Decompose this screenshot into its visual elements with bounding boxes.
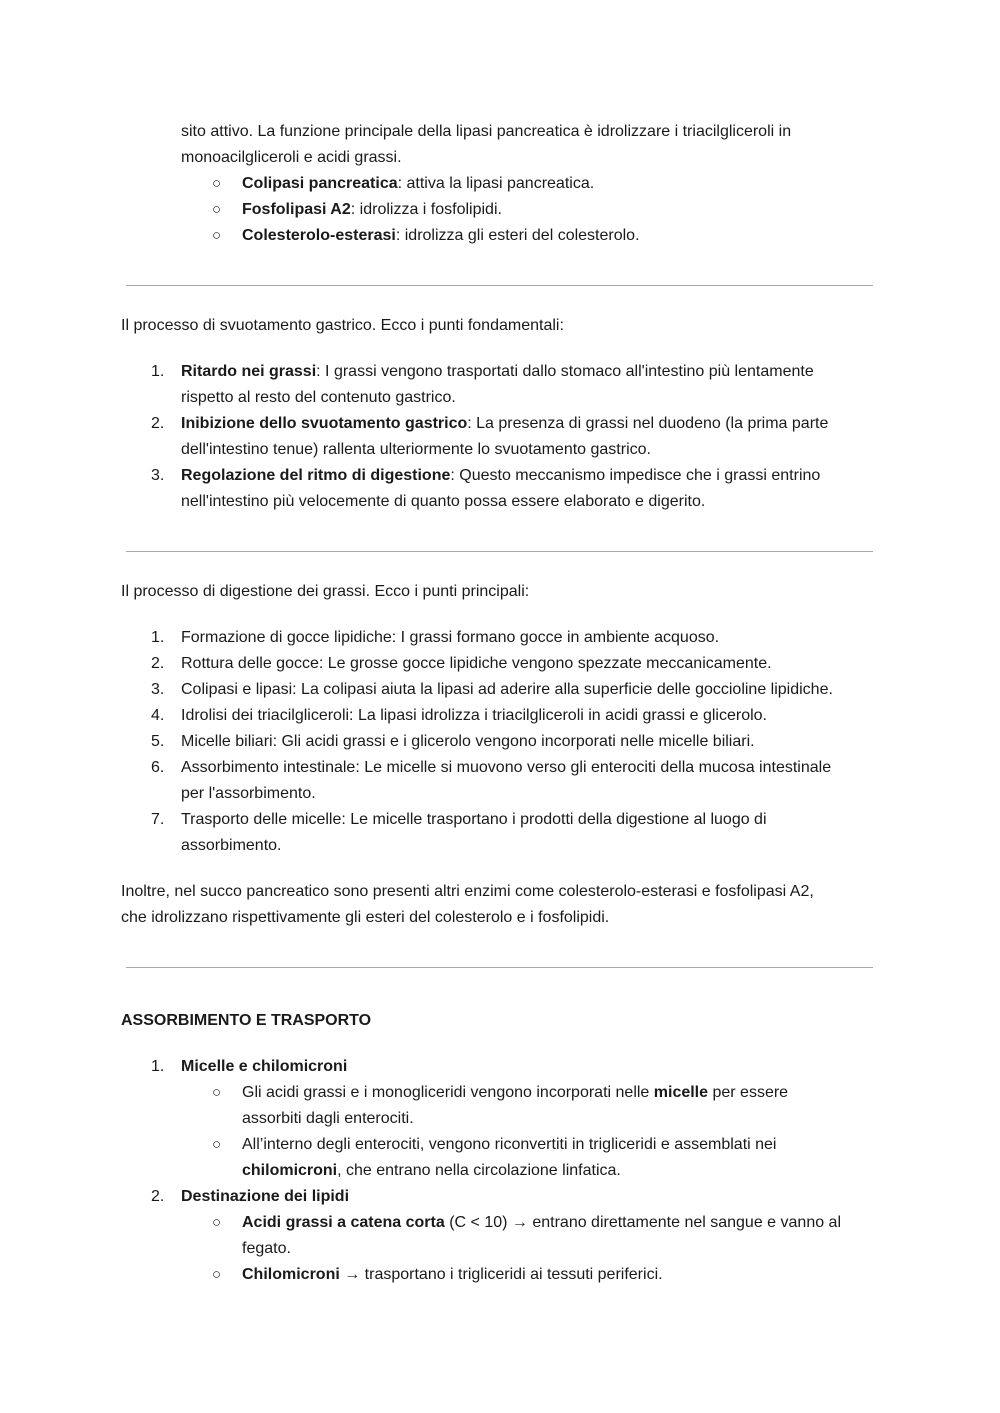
section3-item-1-bullet-1-cont: assorbiti dagli enterociti. bbox=[242, 1110, 414, 1127]
section3-item-2: 2. Destinazione dei lipidi bbox=[151, 1188, 350, 1205]
section2-item-1: 1. Formazione di gocce lipidiche: I grassi formano gocce in ambiente acquoso. bbox=[151, 629, 720, 646]
bullet-text: : idrolizza gli esteri del colesterolo. bbox=[395, 227, 640, 244]
bullet-icon: ○ bbox=[212, 1136, 222, 1153]
intro-line-2: monoacilgliceroli e acidi grassi. bbox=[181, 149, 402, 166]
bullet-icon: ○ bbox=[212, 201, 222, 218]
section2-lead: Il processo di digestione dei grassi. Ecco i punti principali: bbox=[121, 583, 530, 600]
intro-bullet-1 bbox=[121, 171, 876, 197]
section1-item-1: 1. Ritardo nei grassi: I grassi vengono trasportati dallo stomaco all'intestino più lentamente bbox=[151, 363, 814, 380]
section3-item-1-bullet-2-cont: chilomicroni, che entrano nella circolazione linfatica. bbox=[242, 1162, 621, 1179]
section1-item-2-cont: dell'intestino tenue) rallenta ulteriormente lo svuotamento gastrico. bbox=[181, 441, 651, 458]
bullet-term: Colipasi pancreatica bbox=[242, 175, 398, 192]
section1-item-3: 3. Regolazione del ritmo di digestione: Questo meccanismo impedisce che i grassi entrino bbox=[151, 467, 821, 484]
section3-item-1-bullet-2: ○ All’interno degli enterociti, vengono riconvertiti in trigliceridi e assemblati nei bbox=[121, 1132, 876, 1158]
document-page bbox=[121, 119, 876, 1288]
bullet-term: Fosfolipasi A2 bbox=[242, 201, 351, 218]
section3-item-2-bullet-2: ○ Chilomicroni → trasportano i trigliceridi ai tessuti periferici. bbox=[121, 1262, 876, 1288]
section2-item-4: 4. Idrolisi dei triacilgliceroli: La lipasi idrolizza i triacilgliceroli in acidi grassi e glicerolo. bbox=[151, 707, 767, 724]
bullet-term: Colesterolo-esterasi bbox=[242, 227, 396, 244]
intro-line-1: sito attivo. La funzione principale della lipasi pancreatica è idrolizzare i triacilgliceroli in bbox=[181, 123, 792, 140]
section1-lead: Il processo di svuotamento gastrico. Ecco i punti fondamentali: bbox=[121, 317, 564, 334]
bullet-icon: ○ bbox=[212, 175, 222, 192]
section2-item-7: 7. Trasporto delle micelle: Le micelle trasportano i prodotti della digestione al luogo di bbox=[151, 811, 767, 828]
section2-item-6: 6. Assorbimento intestinale: Le micelle si muovono verso gli enterociti della mucosa intestinale bbox=[151, 759, 832, 776]
intro-bullet-3 bbox=[121, 223, 876, 249]
section2-closing-2: che idrolizzano rispettivamente gli esteri del colesterolo e i fosfolipidi. bbox=[121, 909, 610, 926]
section3-item-1: 1. Micelle e chilomicroni bbox=[151, 1058, 348, 1075]
bullet-icon: ○ bbox=[212, 1084, 222, 1101]
section3-heading: ASSORBIMENTO E TRASPORTO bbox=[121, 1012, 372, 1029]
section1-item-2: 2. Inibizione dello svuotamento gastrico: La presenza di grassi nel duodeno (la prima parte bbox=[151, 415, 829, 432]
bullet-icon: ○ bbox=[212, 227, 222, 244]
bullet-icon: ○ bbox=[212, 1214, 222, 1231]
section3-item-1-bullet-1: ○ Gli acidi grassi e i monogliceridi vengono incorporati nelle micelle per essere bbox=[121, 1080, 876, 1106]
bullet-text: : attiva la lipasi pancreatica. bbox=[397, 175, 595, 192]
intro-bullet-2 bbox=[121, 197, 876, 223]
section2-item-7-cont: assorbimento. bbox=[181, 837, 282, 854]
section2-item-5: 5. Micelle biliari: Gli acidi grassi e i glicerolo vengono incorporati nelle micelle biliari. bbox=[151, 733, 755, 750]
bullet-icon: ○ bbox=[212, 1266, 222, 1283]
section2-item-3: 3. Colipasi e lipasi: La colipasi aiuta la lipasi ad aderire alla superficie delle goccioline lipidiche. bbox=[151, 681, 833, 698]
bullet-text: : idrolizza i fosfolipidi. bbox=[350, 201, 502, 218]
section2-item-6-cont: per l'assorbimento. bbox=[181, 785, 316, 802]
section3-item-2-bullet-1-cont: fegato. bbox=[242, 1240, 291, 1257]
section2-closing-1: Inoltre, nel succo pancreatico sono presenti altri enzimi come colesterolo-esterasi e fosfolipasi A2, bbox=[121, 883, 814, 900]
section1-item-3-cont: nell'intestino più velocemente di quanto possa essere elaborato e digerito. bbox=[181, 493, 706, 510]
section3-item-2-bullet-1: ○ Acidi grassi a catena corta (C < 10) → entrano direttamente nel sangue e vanno al bbox=[121, 1210, 876, 1236]
section2-item-2: 2. Rottura delle gocce: Le grosse gocce lipidiche vengono spezzate meccanicamente. bbox=[151, 655, 772, 672]
section1-item-1-cont: rispetto al resto del contenuto gastrico. bbox=[181, 389, 456, 406]
